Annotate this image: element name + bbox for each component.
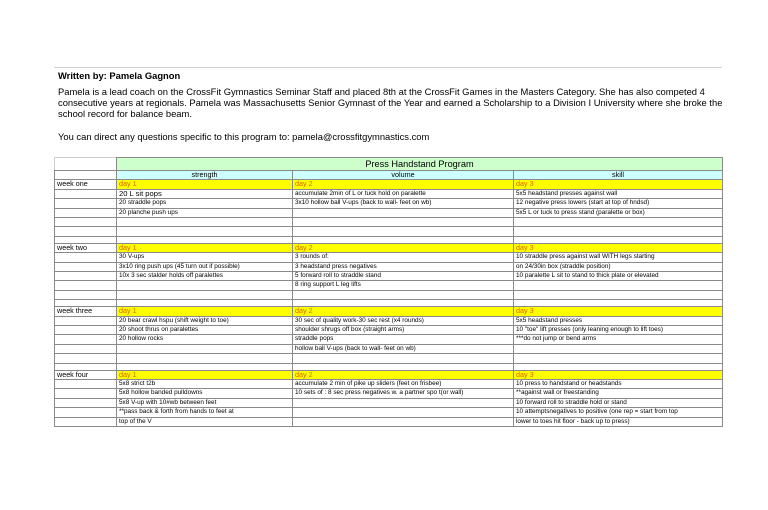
column-header-skill: skill — [514, 171, 723, 180]
skill-cell — [514, 354, 723, 363]
week-spacer-cell — [55, 354, 117, 363]
skill-cell: ***do not jump or bend arms — [514, 335, 723, 344]
weeks-body — [55, 180, 723, 427]
day-label-3: day 3 — [514, 307, 723, 316]
week-day-row — [55, 180, 723, 189]
table-row — [55, 389, 723, 398]
bio-line-1: Pamela is a lead coach on the CrossFit Gymnastics Seminar Staff and placed 8th at the CrossFit Games in the Masters Category. She has also competed 4 — [58, 86, 705, 97]
week-spacer-cell — [55, 290, 117, 299]
skill-cell: 5x5 L or tuck to press stand (paralette or box) — [514, 208, 723, 217]
volume-cell — [293, 290, 514, 299]
day-label-2: day 2 — [293, 243, 514, 252]
gap-cell — [293, 236, 514, 243]
program-title: Press Handstand Program — [117, 158, 723, 171]
volume-cell: hollow ball V-ups (back to wall- feet on wb) — [293, 344, 514, 353]
table-row — [55, 218, 723, 227]
strength-cell — [117, 281, 293, 290]
volume-cell: 10 sets of : 8 sec press negatives w. a partner spo t(or wall) — [293, 389, 514, 398]
skill-cell: on 24/30in box (straddle position) — [514, 262, 723, 271]
strength-cell: 5x8 V-up with 10#wb between feet — [117, 398, 293, 407]
volume-cell: accumulate 2 min of pike up sliders (feet on frisbee) — [293, 380, 514, 389]
table-row — [55, 281, 723, 290]
gap-cell — [514, 236, 723, 243]
day-label-1: day 1 — [117, 307, 293, 316]
gap-cell — [55, 300, 117, 307]
volume-cell — [293, 208, 514, 217]
volume-cell — [293, 398, 514, 407]
volume-cell: 3x10 hollow ball V-ups (back to wall- feet on wb) — [293, 199, 514, 208]
week-spacer-cell — [55, 335, 117, 344]
volume-cell — [293, 218, 514, 227]
author-line: Written by: Pamela Gagnon — [58, 70, 181, 81]
strength-cell: 20 planche push ups — [117, 208, 293, 217]
strength-cell — [117, 344, 293, 353]
week-spacer-cell — [55, 199, 117, 208]
gap-cell — [293, 300, 514, 307]
strength-cell: **pass back & forth from hands to feet at — [117, 408, 293, 417]
gap-cell — [55, 236, 117, 243]
table-row — [55, 227, 723, 236]
week-gap-row — [55, 236, 723, 243]
day-label-3: day 3 — [514, 370, 723, 379]
day-label-1: day 1 — [117, 243, 293, 252]
skill-cell — [514, 227, 723, 236]
strength-cell: 20 shoot thrus on paralettes — [117, 326, 293, 335]
gap-cell — [117, 236, 293, 243]
skill-cell — [514, 344, 723, 353]
skill-cell: 5x5 headstand presses against wall — [514, 189, 723, 198]
week-gap-row — [55, 300, 723, 307]
strength-cell — [117, 290, 293, 299]
volume-cell: 3 headstand press negatives — [293, 262, 514, 271]
table-row — [55, 354, 723, 363]
skill-cell: 5x5 headstand presses — [514, 316, 723, 325]
skill-cell — [514, 290, 723, 299]
volume-cell — [293, 417, 514, 426]
week-spacer-cell — [55, 218, 117, 227]
table-row — [55, 417, 723, 426]
week-day-row — [55, 307, 723, 316]
day-label-3: day 3 — [514, 180, 723, 189]
volume-cell — [293, 227, 514, 236]
strength-cell — [117, 227, 293, 236]
strength-cell: 30 V-ups — [117, 253, 293, 262]
week-spacer-cell — [55, 344, 117, 353]
strength-cell: 3x10 ring push ups (45 turn out if possible) — [117, 262, 293, 271]
column-header-volume: volume — [293, 171, 514, 180]
gap-cell — [117, 363, 293, 370]
gap-cell — [117, 300, 293, 307]
week-spacer-cell — [55, 272, 117, 281]
day-label-2: day 2 — [293, 180, 514, 189]
top-rule — [54, 67, 722, 68]
week-spacer-cell — [55, 208, 117, 217]
week-label: week one — [55, 180, 117, 189]
week-spacer-cell — [55, 417, 117, 426]
gap-cell — [293, 363, 514, 370]
volume-cell — [293, 354, 514, 363]
day-label-3: day 3 — [514, 243, 723, 252]
week-spacer-cell — [55, 398, 117, 407]
week-day-row — [55, 370, 723, 379]
week-gap-row — [55, 363, 723, 370]
table-row — [55, 326, 723, 335]
skill-cell — [514, 218, 723, 227]
strength-cell: 20 straddle pops — [117, 199, 293, 208]
table-row — [55, 290, 723, 299]
column-header-strength: strength — [117, 171, 293, 180]
volume-cell: 30 sec of quality work-30 sec rest (x4 rounds) — [293, 316, 514, 325]
skill-cell: **against wall or freestanding — [514, 389, 723, 398]
week-spacer-cell — [55, 262, 117, 271]
week-spacer-cell — [55, 227, 117, 236]
skill-cell: 10 attemptsnegatives to positive (one rep = start from top — [514, 408, 723, 417]
strength-cell — [117, 218, 293, 227]
gap-cell — [55, 363, 117, 370]
week-spacer-cell — [55, 389, 117, 398]
volume-cell — [293, 408, 514, 417]
skill-cell: 10 paralette L sit to stand to thick plate or elevated — [514, 272, 723, 281]
table-row — [55, 398, 723, 407]
week-spacer-cell — [55, 316, 117, 325]
table-row — [55, 335, 723, 344]
week-spacer-cell — [55, 281, 117, 290]
header-spacer — [55, 171, 117, 180]
strength-cell: 20 hollow rocks — [117, 335, 293, 344]
week-spacer-cell — [55, 408, 117, 417]
strength-cell: 10x 3 sec stalder holds off paralettes — [117, 272, 293, 281]
volume-cell: straddle pops — [293, 335, 514, 344]
volume-cell: 5 forward roll to straddle stand — [293, 272, 514, 281]
skill-cell: 10 straddle press against wall WITH legs starting — [514, 253, 723, 262]
bio-line-3: school record for balance beam. — [58, 108, 192, 119]
volume-cell: 3 rounds of: — [293, 253, 514, 262]
day-label-1: day 1 — [117, 180, 293, 189]
table-row — [55, 199, 723, 208]
day-label-2: day 2 — [293, 370, 514, 379]
strength-cell: 5x8 hollow banded pulldowns — [117, 389, 293, 398]
week-spacer-cell — [55, 189, 117, 198]
week-spacer-cell — [55, 380, 117, 389]
bio-line-2: consecutive years at regionals. Pamela was Massachusetts Senior Gymnast of the Year and earned a Scholarship to a Division I University where she broke the — [58, 97, 723, 108]
table-row — [55, 189, 723, 198]
strength-cell: 20 bear crawl hspu (shift weight to toe) — [117, 316, 293, 325]
volume-cell: 8 ring support L leg lifts — [293, 281, 514, 290]
contact-line: You can direct any questions specific to this program to: pamela@crossfitgymnastics.com — [58, 131, 430, 142]
week-label: week four — [55, 370, 117, 379]
strength-cell: 20 L sit pops — [117, 189, 293, 198]
skill-cell: 10 "toe" lift presses (only leaning enough to lift toes) — [514, 326, 723, 335]
skill-cell — [514, 281, 723, 290]
skill-cell: 12 negative press lowers (start at top of hndsd) — [514, 199, 723, 208]
program-table — [54, 157, 723, 427]
skill-cell: 10 forward roll to straddle hold or stand — [514, 398, 723, 407]
volume-cell: shoulder shrugs off box (straight arms) — [293, 326, 514, 335]
day-label-1: day 1 — [117, 370, 293, 379]
table-row — [55, 344, 723, 353]
table-row — [55, 253, 723, 262]
day-label-2: day 2 — [293, 307, 514, 316]
week-label: week two — [55, 243, 117, 252]
week-spacer-cell — [55, 326, 117, 335]
skill-cell: 10 press to handstand or headstands — [514, 380, 723, 389]
week-day-row — [55, 243, 723, 252]
volume-cell: accumulate 2min of L or tuck hold on paralette — [293, 189, 514, 198]
table-row — [55, 380, 723, 389]
table-row — [55, 316, 723, 325]
skill-cell: lower to toes hit floor - back up to press) — [514, 417, 723, 426]
table-row — [55, 262, 723, 271]
corner-cell — [55, 158, 117, 171]
table-row — [55, 408, 723, 417]
strength-cell — [117, 354, 293, 363]
strength-cell: top of the V — [117, 417, 293, 426]
week-spacer-cell — [55, 253, 117, 262]
table-row — [55, 272, 723, 281]
gap-cell — [514, 363, 723, 370]
table-row — [55, 208, 723, 217]
week-label: week three — [55, 307, 117, 316]
strength-cell: 5x8 strict t2b — [117, 380, 293, 389]
gap-cell — [514, 300, 723, 307]
